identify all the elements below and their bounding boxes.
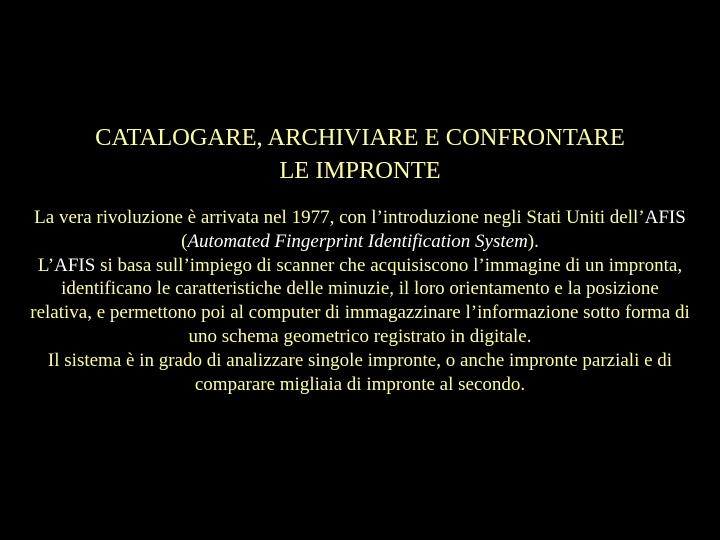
afis-acronym: AFIS xyxy=(644,207,686,228)
slide-title xyxy=(40,121,680,187)
slide-body xyxy=(30,206,690,396)
paragraph-afis-intro xyxy=(30,206,690,254)
paragraph-1-text-a: La vera rivoluzione è arrivata nel 1977, con l’introduzione negli Stati Uniti dell’ xyxy=(34,207,645,228)
paragraph-1-text-c: ). xyxy=(527,230,539,252)
paragraph-afis-scanner xyxy=(30,254,690,349)
paragraph-system-capability: Il sistema è in grado di analizzare singole impronte, o anche impronte parziali e di comparare migliaia di impronte al secondo. xyxy=(47,349,673,395)
paragraph-1-text-b: ( xyxy=(181,230,188,252)
title-line-2: LE IMPRONTE xyxy=(279,157,441,184)
paragraph-2-text-b: si basa sull’impiego di scanner che acquisiscono l’immagine di un impronta, identificano le caratteristiche delle minuzie, il loro orientamento e la posizione relativa, e permettono poi al computer di immagazzinare l’informazione sotto forma di uno schema geometrico registrato in digitale. xyxy=(30,254,690,347)
title-line-1: CATALOGARE, ARCHIVIARE E CONFRONTARE xyxy=(95,124,625,151)
paragraph-2-text-a: L’ xyxy=(37,254,55,276)
afis-acronym-2: AFIS xyxy=(54,254,96,276)
afis-expansion: Automated Fingerprint Identification System xyxy=(187,230,528,252)
